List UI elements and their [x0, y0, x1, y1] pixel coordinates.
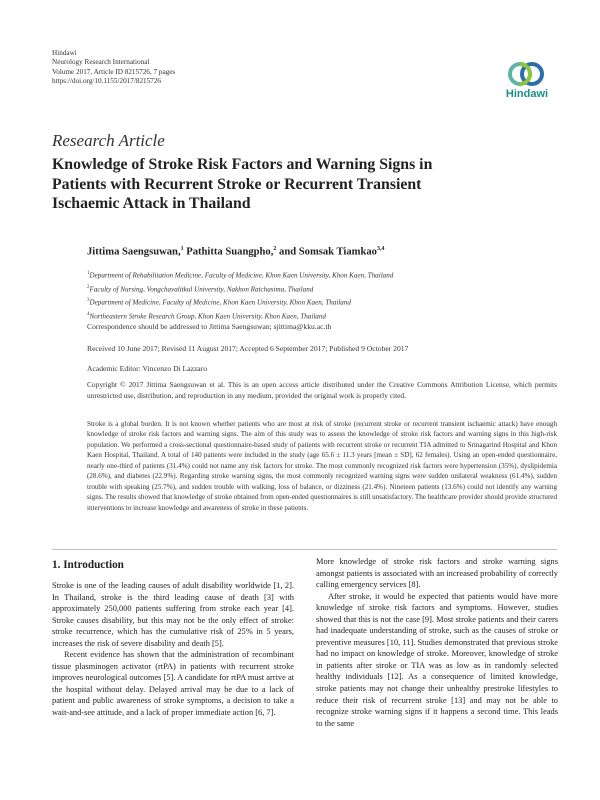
doi-link[interactable]: https://doi.org/10.1155/2017/8215726: [52, 77, 162, 86]
body-paragraph: After stroke, it would be expected that patients would have more knowledge of stroke risk factors and symptoms. However, studies showed that this is not the case [9]. Most stroke patients and their carers had inadequate understanding of stroke, such as the causes of stroke or preventive measures [10, 11]. Studies demonstrated that previous stroke had no impact on knowledge of stroke. Moreover, knowledge of stroke in patients after stroke or TIA was as low as in randomly selected healthy individuals [12]. As a consequence of limited knowledge, stroke patients may not change their unhealthy prestroke lifestyles to reduce their risk of recurrent stroke [13] and may not be able to recognize stroke warning signs if it happens a second time. This leads to the same: [316, 591, 558, 728]
body-paragraph: Recent evidence has shown that the administration of recombinant tissue plasminogen activator (rtPA) in patients with recurrent stroke improves neurological outcomes [5]. A candidate for rtPA must arrive at the hospital without delay. Delayed arrival may be due to a lack of patient and public awareness of stroke symptoms, a decision to take a wait-and-see attitude, and a lack of proper immediate action [6, 7].: [52, 650, 294, 718]
body-paragraph: More knowledge of stroke risk factors and stroke warning signs amongst patients is associated with an increased probability of correctly calling emergency services [8].: [316, 557, 558, 590]
journal-name: Neurology Research International: [52, 58, 150, 67]
article-dates: Received 10 June 2017; Revised 11 August 2017; Accepted 6 September 2017; Published 9 October 2017: [87, 344, 409, 353]
academic-editor: Academic Editor: Vincenzo Di Lazzaro: [87, 364, 208, 373]
body-column-right: [316, 556, 558, 729]
author-name: and Somsak Tiamkao: [276, 246, 377, 258]
author-list: [87, 246, 384, 258]
volume-info: Volume 2017, Article ID 8215726, 7 pages: [52, 67, 176, 76]
affiliation: $^2$Faculty of Nursing, Vongchavalitkul University, Nakhon Ratchasima, Thailand: [87, 284, 314, 294]
affiliation: $^1$Department of Rehabilitation Medicine, Faculty of Medicine, Khon Kaen University, Khon Kaen, Thailand: [87, 271, 394, 280]
affiliation: $^3$Department of Medicine, Faculty of Medicine, Khon Kaen University, Khon Kaen, Thailand: [87, 298, 351, 307]
body-column-left: [52, 558, 294, 719]
article-title: Knowledge of Stroke Risk Factors and Warning Signs in Patients with Recurrent Stroke or Recurrent Transient Ischaemic Attack in Thailand: [52, 156, 433, 212]
logo-wordmark: Hindawi: [505, 88, 549, 100]
affiliation-list: [87, 268, 547, 323]
body-paragraph: Stroke is one of the leading causes of adult disability worldwide [1, 2]. In Thailand, stroke is the third leading cause of death [3] with approximately 250,000 patients suffering from stroke each year [4]. Stroke causes disability, but this may not be the only effect of stroke: stroke recurrence, which has the cumulative risk of 25% in 5 years, increases the risk of severe disability and death [5].: [52, 581, 294, 648]
journal-header: [52, 49, 175, 87]
section-heading: 1. Introduction: [52, 559, 124, 571]
affiliation: $^4$Northeastern Stroke Research Group, Khon Kaen University, Khon Kaen, Thailand: [87, 311, 326, 321]
author-affil-sup: 3,4: [376, 246, 385, 252]
publisher-name: Hindawi: [52, 49, 77, 57]
author-name: Jittima Saengsuwan,: [87, 246, 181, 258]
correspondence: Correspondence should be addressed to Jittima Saengsuwan; sjittima@kku.ac.th: [87, 322, 332, 331]
author-affil-sup: 2: [273, 246, 277, 252]
author-affil-sup: 1: [180, 246, 184, 252]
article-type: Research Article: [52, 131, 165, 150]
copyright-notice: Copyright © 2017 Jittima Saengsuwan et al. This is an open access article distributed under the Creative Commons Attribution License, which permits unrestricted use, distribution, and reproduction in any medium, provided the original work is properly cited.: [87, 380, 557, 400]
abstract: Stroke is a global burden. It is not known whether patients who are most at risk of stroke (recurrent stroke or recurrent transient ischaemic attack) have enough knowledge of stroke risk factors and warning signs. The aim of this study was to assess the knowledge of stroke risk factors and warning signs in this high-risk population. We performed a cross-sectional questionnaire-based study of patients with recurrent stroke or recurrent TIA admitted to Srinagarind Hospital and Khon Kaen Hospital, Thailand. A total of 140 patients were included in the study (age 65.6 ± 11.3 years [mean ± SD], 62 females). Using an open-ended questionnaire, nearly one-third of patients (31.4%) could not name any risk factors for stroke. The most commonly recognized risk factors were hypertension (35%), dyslipidemia (28.6%), and diabetes (22.9%). Regarding stroke warning signs, the most commonly recognized warning signs were sudden unilateral weakness (61.4%), sudden trouble with speaking (25.7%), and sudden trouble with walking, loss of balance, or dizziness (21.4%). Nineteen patients (13.6%) could not identify any warning signs. The results showed that knowledge of stroke obtained from open-ended questionnaires is still unsatisfactory. The healthcare provider should provide structured interventions to increase knowledge and awareness of stroke in these patients.: [87, 420, 557, 512]
author-name: Pathitta Suangpho,: [183, 246, 274, 258]
section-divider: [52, 549, 557, 550]
